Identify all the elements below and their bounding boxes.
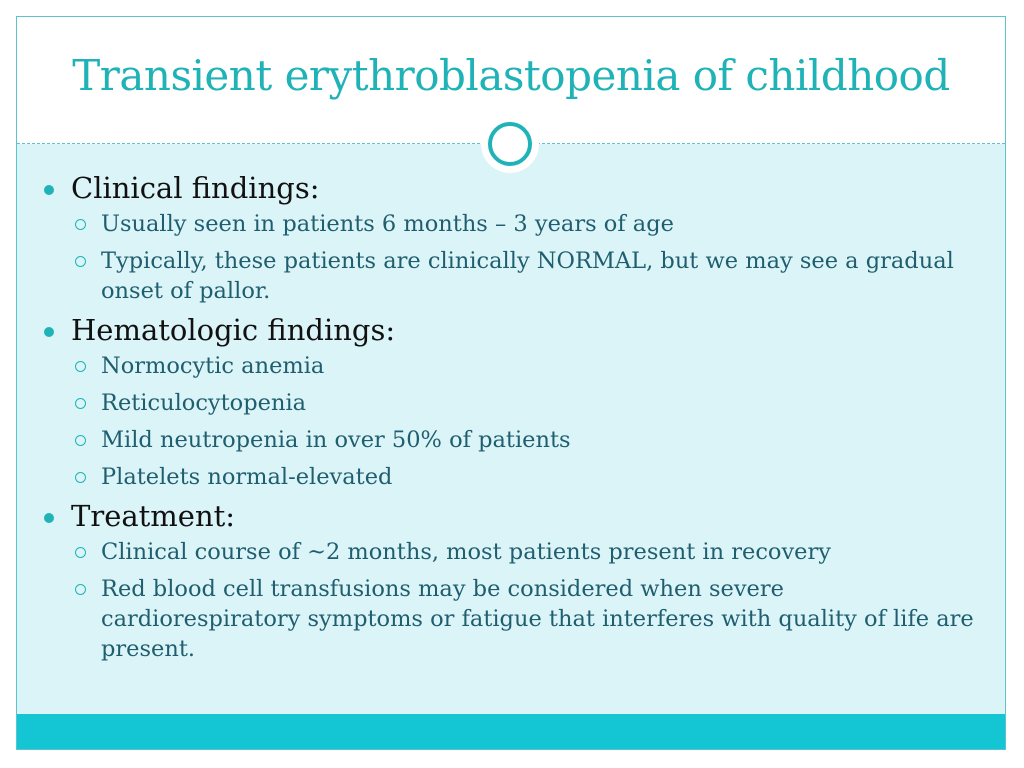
list-item-text: Usually seen in patients 6 months – 3 years of age <box>101 211 674 237</box>
section-heading-text: Hematologic findings: <box>71 313 396 347</box>
hollow-circle-icon <box>75 584 86 595</box>
slide-body <box>43 165 983 671</box>
section-heading-text: Clinical findings: <box>71 171 320 205</box>
filled-dot-icon <box>44 185 54 195</box>
footer-bar <box>17 714 1005 749</box>
list-item <box>43 209 983 239</box>
list-item <box>43 351 983 381</box>
list-item-text: Clinical course of ~2 months, most patients present in recovery <box>101 539 831 565</box>
hollow-circle-icon <box>75 472 86 483</box>
list-item-text: Red blood cell transfusions may be considered when severe cardiorespiratory symptoms or fatigue that interferes with quality of life are present. <box>101 576 974 662</box>
list-item <box>43 462 983 492</box>
hollow-circle-icon <box>75 256 86 267</box>
list-item-text: Mild neutropenia in over 50% of patients <box>101 427 571 453</box>
section-heading-clinical <box>43 171 983 205</box>
list-item-text: Normocytic anemia <box>101 353 325 379</box>
hollow-circle-icon <box>75 398 86 409</box>
filled-dot-icon <box>44 327 54 337</box>
slide-title: Transient erythroblastopenia of childhood <box>72 51 950 100</box>
list-item <box>43 246 983 306</box>
ring-inner <box>488 122 532 166</box>
list-item <box>43 574 983 664</box>
hollow-circle-icon <box>75 219 86 230</box>
list-item-text: Reticulocytopenia <box>101 390 307 416</box>
list-item-text: Platelets normal-elevated <box>101 464 393 490</box>
hollow-circle-icon <box>75 547 86 558</box>
section-heading-text: Treatment: <box>71 499 236 533</box>
list-item <box>43 537 983 567</box>
hollow-circle-icon <box>75 361 86 372</box>
filled-dot-icon <box>44 513 54 523</box>
section-heading-hematologic <box>43 313 983 347</box>
list-item-text: Typically, these patients are clinically NORMAL, but we may see a gradual onset of pallor. <box>101 248 954 304</box>
list-item <box>43 425 983 455</box>
section-heading-treatment <box>43 499 983 533</box>
slide <box>16 16 1006 750</box>
list-item <box>43 388 983 418</box>
hollow-circle-icon <box>75 435 86 446</box>
